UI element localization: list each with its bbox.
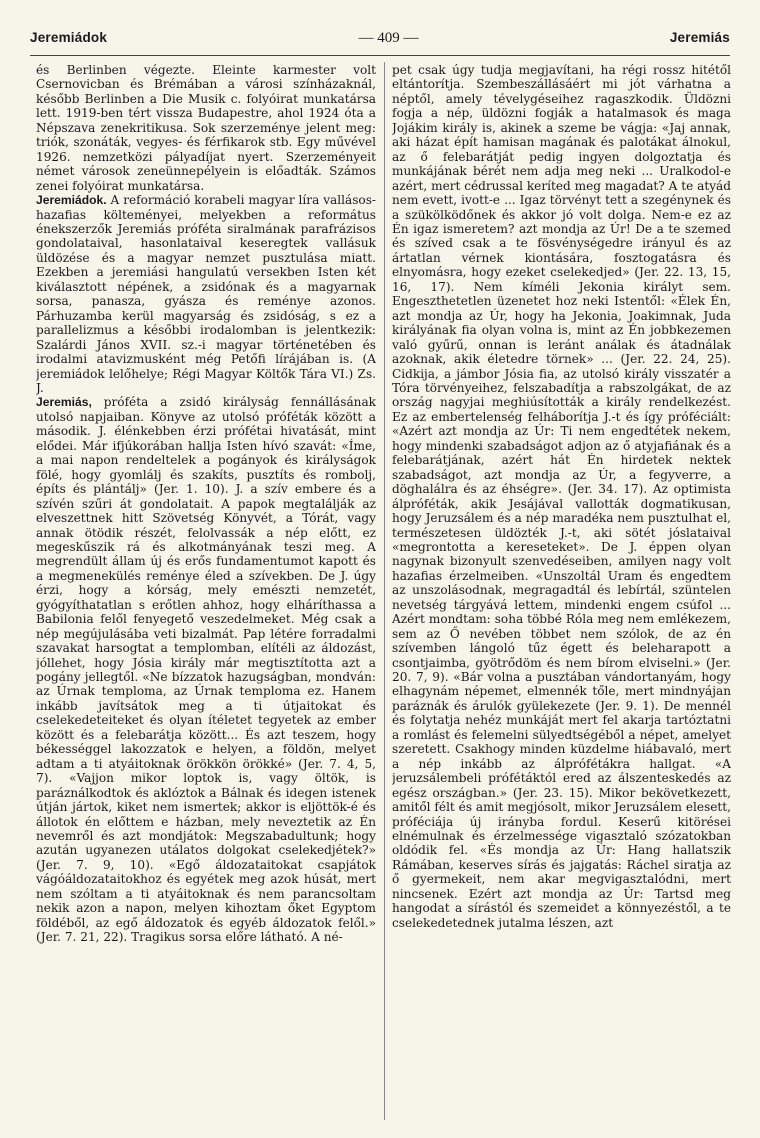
entry-paragraph bbox=[36, 395, 376, 944]
running-header bbox=[30, 30, 730, 52]
entry-paragraph bbox=[392, 63, 731, 930]
entry-paragraph bbox=[36, 193, 376, 395]
page-number: — 409 — bbox=[358, 30, 419, 46]
entry-text: pet csak úgy tudja megjavítani, ha régi rossz hitétől eltántorítja. Szembeszállásáért mi jót várhatna a néptől, amely tévelygéseihez ragaszkodik. Üldözni fogja a nép, üldözni fogják a hatalmasok és maga Jojákim király is, akinek a szeme be vágja: «Jaj annak, aki házat épít hamisan magának és palotákat álnokul, az ő felebarátját pedig ingyen dolgoztatja és munkájának bérét nem adja meg neki ... Uralkodol-e azért, mert cédrussal keríted meg magadat? A te atyád nem evett, ivott-e ... Igaz törvényt tett a szegénynek és a szükölködőnek és akkor jó volt dolga. Nem-e ez az Én igaz ismeretem? azt mondja az Úr! De a te szemed és szíved csak a te fösvénységedre irányul és az ártatlan vérnek kiontására, fosztogatásra és elnyomásra, hogy ezeket cselekedjed» (Jer. 22. 13, 15, 16, 17). Nem kíméli Jekonia királyt sem. Engeszthetetlen üzenetet hoz neki Istentől: «Élek Én, azt mondja az Úr, hogy ha Jekonia, Joakimnak, Juda királyának fia olyan volna is, mint az Én jobbkezemen való gyűrű, onnan is leránt análak és átadnálak azoknak, akik életedre törnek» ... (Jer. 22. 24, 25). Cidkija, a jámbor Jósia fia, az utolsó király visszatér a Tóra törvényeihez, felszabadítja a rabszolgákat, de az ország nagyjai meghiúsították a király rendelkezést. Ez az embertelenség felháborítja J.-t és így próféciált: «Azért azt mondja az Úr: Ti nem engedtétek nekem, hogy mindenki szabadságot adjon az ő atyjafiának és a felebarátjának, azért hát Én hirdetek nektek szabadságot, azt mondja az Úr, a fegyverre, a döghalálra és az éhségre». (Jer. 34. 17). Az optimista álpróféták, akik Jesájával vallották dogmatikusan, hogy Jeruzsálem és a nép maradéka nem pusztulhat el, természetesen üldözték J.-t, aki sötét jóslataival «megrontotta a kereseteket». De J. éppen olyan nagynak bizonyult szenvedéseiben, amilyen nagy volt hazafias érzelmeiben. «Unszoltál Uram és engedtem az unszolásodnak, megragadtál és lebírtál, szüntelen nevetség tárgyává lettem, mindenki engem csúfol ... Azért mondtam: soha többé Róla meg nem emlékezem, sem az Ő nevében többet nem szólok, de az én szívemben lángoló tűz égett és beleharapott a csontjaimba, gyötrődöm és nem bírom elviselni.» (Jer. 20. 7, 9). «Bár volna a pusztában vándortanyám, hogy elhagynám népemet, elmennék tőle, mert mindnyájan paráznák és árulók gyülekezete (Jer. 9. 1). De mennél és folytatja nehéz munkáját mert fel akarja tartóztatni a romlást és felemelni sülyedtségéből a népet, amelyet szeretett. Csakhogy minden küzdelme hiábavaló, mert a nép inkább az álprófétákra hallgat. «A jeruzsálembeli prófétáktól ered az álszenteskedés az egész országban.» (Jer. 23. 15). Mikor bekövetkezett, amitől félt és amit megjósolt, mikor Jeruzsálem elesett, próféciája új irányba fordul. Keserű kitörései elnémulnak és érzelmessége vigasztaló szózatokban oldódik fel. «És mondja az Úr: Hang hallatszik Rámában, keserves sírás és jajgatás: Ráchel siratja az ő gyermekeit, nem akar megvigasztalódni, mert nincsenek. Ezért azt mondja az Úr: Tartsd meg hangodat a sírástól és szemeidet a könnyezéstől, a te cselekedetednek jutalma lészen, azt bbox=[392, 63, 731, 930]
entry-text: és Berlinben végezte. Eleinte karmester volt Csernovicban és Brémában a városi színházaknál, később Berlinben a Die Musik c. folyóirat munkatársa lett. 1919-ben tért vissza Budapestre, ahol 1924 óta a Népszava zenekritikusa. Sok szerzeménye jelent meg: triók, szonáták, vegyes- és férfikarok stb. Egy művével 1926. nemzetközi pályadíjat nyert. Szerzeményeit német városok zeneünnepélyein is előadták. Számos zenei folyóirat munkatársa. bbox=[36, 63, 376, 193]
header-rule bbox=[30, 55, 730, 56]
column-separator bbox=[384, 62, 385, 1120]
entry-headword: Jeremiás, bbox=[36, 395, 92, 410]
entry-text: próféta a zsidó királyság fennállásának utolsó napjaiban. Könyve az utolsó próféták között a második. J. élénkebben érzi prófétai hivatását, mint elődei. Már ifjúkorában hallja Isten hívó szavát: «Íme, a mai napon rendeltelek a pogányok és királyságok fölé, hogy gyomlálj és szakíts, pusztíts és rombolj, építs és plántálj» (Jer. 1. 10). J. a szív embere és a szívén szűri át gondolatait. A papok megtalálják az elveszettnek hitt Szövetség Könyvét, a Tórát, vagy annak ötödik részét, felolvassák a nép előtt, ez megeskűszik rá és alkotmányának teszi meg. A megrendült állam új és erős fundamentumot kapott és a megmenekülés reménye éled a szívekben. De J. úgy érzi, hogy a kórság, mely emészti nemzetét, gyógyíthatatlan s erőtlen ahhoz, hogy elháríthassa a Babilonia felől fenyegető veszedelmeket. Még csak a nép megújulásába veti bizalmát. Pap létére forradalmi szavakat harsogtat a templomban, elítéli az áldozást, jóllehet, hogy Jósia király már megtisztította azt a pogány jellegtől. «Ne bízzatok hazugságban, mondván: az Úrnak temploma, az Úrnak temploma ez. Hanem inkább javítsátok meg a ti útjaitokat és cselekedeteiteket és olyan ítéletet tegyetek az ember között és a felebarátja között... És azt teszem, hogy békességgel lakozzatok e helyen, a földön, melyet adtam a ti atyáitoknak örökkön örökké» (Jer. 7. 4, 5, 7). «Vajjon mikor loptok is, vagy öltök, is paráználkodtok és aklóztok a Bálnak és idegen istenek útján jártok, kiket nem ismertek; akkor is eljöttök-é és állotok én előttem e házban, mely neveztetik az Én nevemről és azt mondjátok: Megszabadultunk; hogy azután ugyanezen utálatos dolgokat cselekedjétek?» (Jer. 7. 9, 10). «Egő áldozataitokat csapjátok vágóáldozataitokhoz és egyétek meg azok húsát, mert nem szóltam a ti atyáitoknak és nem parancsoltam nekik azon a napon, melyen kihoztam őket Egyptom földéből, az egő áldozatok és egyéb áldozatok felől.» (Jer. 7. 21, 22). Tragikus sorsa előre látható. A né- bbox=[36, 395, 376, 945]
right-column bbox=[392, 63, 731, 1124]
header-right-term: Jeremiás bbox=[669, 30, 730, 45]
entry-paragraph bbox=[36, 63, 376, 193]
entry-headword: Jeremiádok. bbox=[36, 193, 107, 208]
left-column bbox=[36, 63, 376, 1124]
entry-text: A reformáció korabeli magyar líra vallásos-hazafias költeményei, melyekben a református énekszerzők Jeremiás próféta siralmának parafrázisos gondolataival, hasonlataival keseregtek vallásuk üldözése és a magyar nemzet pusztulása miatt. Ezekben a jeremiási hangulatú versekben Isten két kiválasztott népének, a zsidónak és a magyarnak sorsa, panasza, gyásza és reménye azonos. Párhuzamba kerül magyarság és zsidóság, s ez a parallelizmus a későbbi irodalomban is jelentkezik: Szalárdi János XVII. sz.-i magyar történetében és irodalmi atavizmusként még Petőfi lírájában is. (A jeremiádok lelőhelye; Régi Magyar Költők Tára VI.) Zs. J. bbox=[36, 193, 376, 395]
header-left-term: Jeremiádok bbox=[30, 30, 108, 45]
